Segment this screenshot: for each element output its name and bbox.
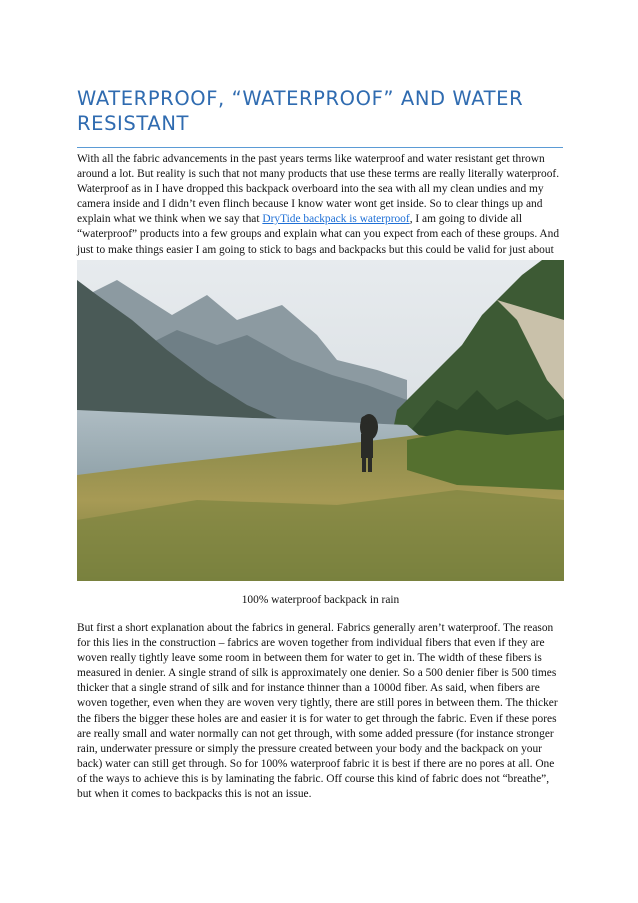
heading-divider bbox=[77, 147, 563, 148]
drytide-backpack-link[interactable]: DryTide backpack is waterproof bbox=[262, 213, 410, 226]
intro-text-before-link: With all the fabric advancements in the past years terms like waterproof and water resistant get thrown around a lot. But reality is such that not many products that use these terms are really literally waterproof. Waterproof as in I have dropped this backpack overboard into the sea with all my clean undies and my camera inside and I didn’t even flinch because I know water wont get inside. So to clear things up and explain what we think when we say that bbox=[77, 153, 560, 226]
intro-text-after-link: , I am going to divide all “waterproof” products into a few groups and explain what can you expect from each of these groups. And just to make things easier I am going to stick to bags and backpacks but this could be valid for just about bbox=[77, 213, 560, 256]
hiker-lake-photo bbox=[77, 260, 564, 581]
body-paragraph: But first a short explanation about the fabrics in general. Fabrics generally aren’t waterproof. The reason for this lies in the construction – fabrics are woven together from individual fibers that even if they are woven really tightly leave some room in between them for water to get in. The width of these fibers is measured in denier. A single strand of silk is approximately one denier. So a 500 denier fiber is 500 times thicker that a single strand of silk and for instance thinner than a 1000d fiber. As said, when fibers are woven together, even when they are woven very tightly, there are still pores in between them. The thicker the fibers the bigger these holes are and easier it is for water to get through the fabric. Even if these pores are really small and water normally can not get through, with some added pressure (for instance stronger rain, underwater pressure or simply the pressure created between your body and the backpack on your back) water can still get through. So for 100% waterproof fabric it is best if there are no pores at all. One of the ways to achieve this is by laminating the fabric. Off course this kind of fabric does not “breathe”, but when it comes to backpacks this is not an issue. bbox=[77, 622, 558, 801]
article-heading: WATERPROOF, “WATERPROOF” AND WATER RESISTANT bbox=[77, 87, 524, 135]
figure-caption: 100% waterproof backpack in rain bbox=[241, 594, 400, 606]
intro-paragraph bbox=[77, 152, 565, 273]
